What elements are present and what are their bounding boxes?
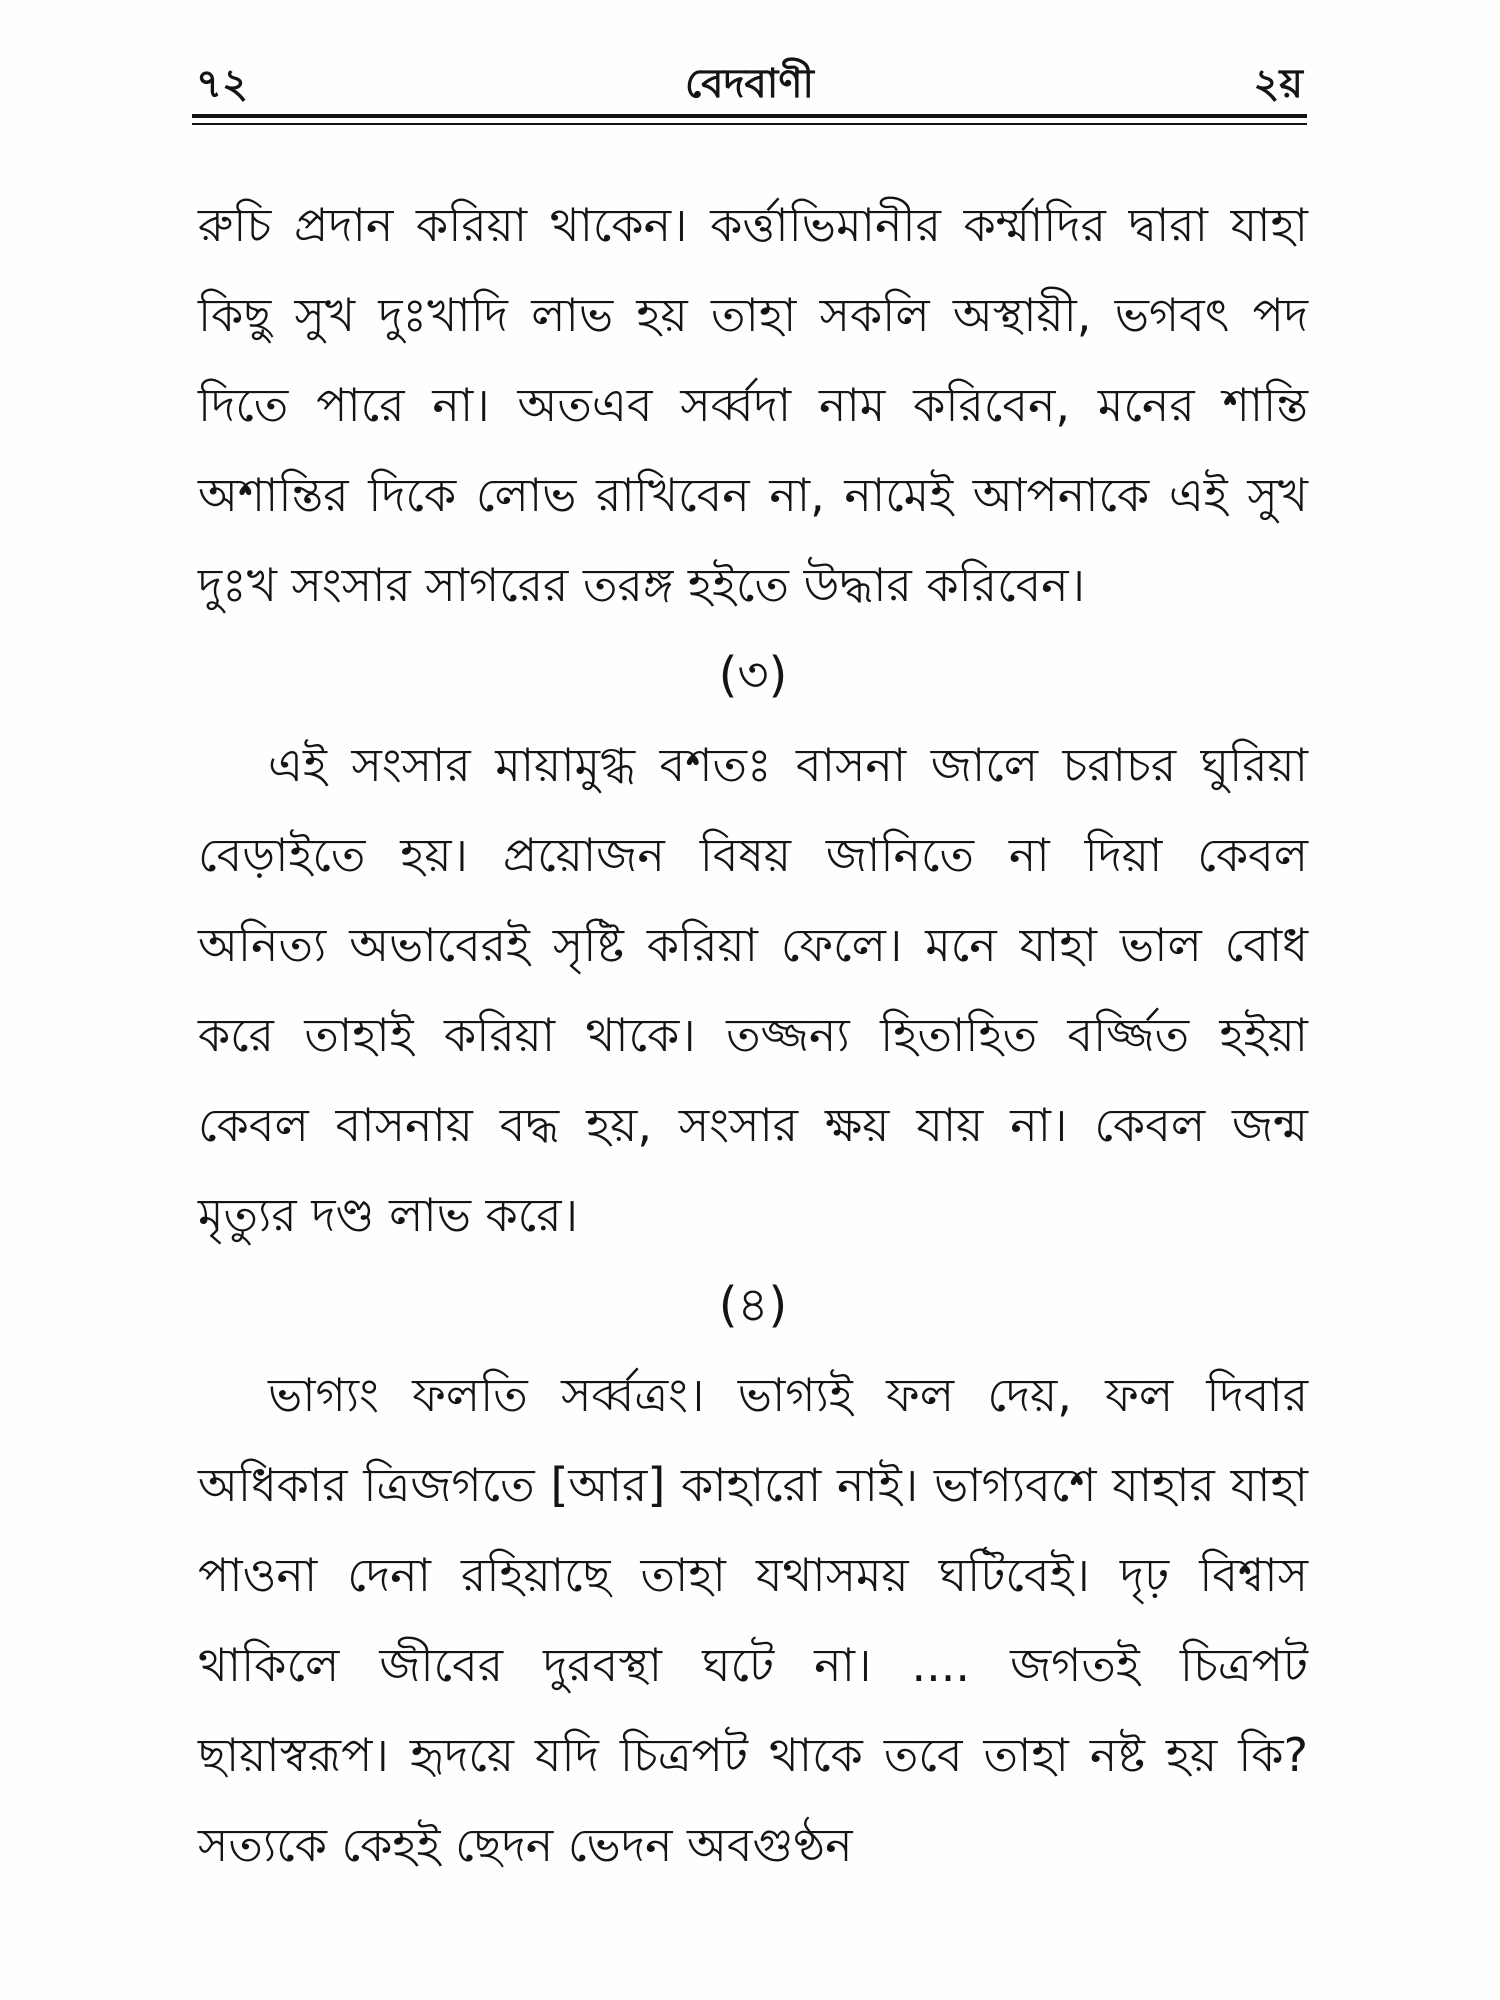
running-title: বেদবাণী xyxy=(685,61,814,107)
header-rule-thin xyxy=(192,123,1307,125)
body-text xyxy=(198,180,1308,1890)
chapter-label: ২য় xyxy=(1253,61,1303,107)
page-number: ৭২ xyxy=(196,61,249,107)
paragraph-section-4: ভাগ্যং ফলতি সর্ব্বত্রং। ভাগ্যই ফল দেয়, ফল দিবার অধিকার ত্রিজগতে [আর] কাহারো নাই। ভাগ্যবশে যাহার যাহা পাওনা দেনা রহিয়াছে তাহা যথাসময় ঘটিবেই। দৃঢ় বিশ্বাস থাকিলে জীবের দুরবস্থা ঘটে না। .... জগতই চিত্রপট ছায়াস্বরূপ। হৃদয়ে যদি চিত্রপট থাকে তবে তাহা নষ্ট হয় কি? সত্যকে কেহই ছেদন ভেদন অবগুণ্ঠন xyxy=(198,1368,1308,1872)
section-number-3: (৩) xyxy=(718,647,788,703)
header-rule-thick xyxy=(192,114,1307,118)
paragraph-section-3: এই সংসার মায়ামুগ্ধ বশতঃ বাসনা জালে চরাচর ঘুরিয়া বেড়াইতে হয়। প্রয়োজন বিষয় জানিতে না দিয়া কেবল অনিত্য অভাবেরই সৃষ্টি করিয়া ফেলে। মনে যাহা ভাল বোধ করে তাহাই করিয়া থাকে। তজ্জন্য হিতাহিত বর্জ্জিত হইয়া কেবল বাসনায় বদ্ধ হয়, সংসার ক্ষয় যায় না। কেবল জন্ম মৃত্যুর দণ্ড লাভ করে। xyxy=(198,738,1308,1242)
page-header xyxy=(192,48,1307,118)
paragraph-continued: রুচি প্রদান করিয়া থাকেন। কর্ত্তাভিমানীর কর্ম্মাদির দ্বারা যাহা কিছু সুখ দুঃখাদি লাভ হয় তাহা সকলি অস্থায়ী, ভগবৎ পদ দিতে পারে না। অতএব সর্ব্বদা নাম করিবেন, মনের শান্তি অশান্তির দিকে লোভ রাখিবেন না, নামেই আপনাকে এই সুখ দুঃখ সংসার সাগরের তরঙ্গ হইতে উদ্ধার করিবেন। xyxy=(198,198,1308,612)
section-number-4: (৪) xyxy=(718,1277,788,1333)
